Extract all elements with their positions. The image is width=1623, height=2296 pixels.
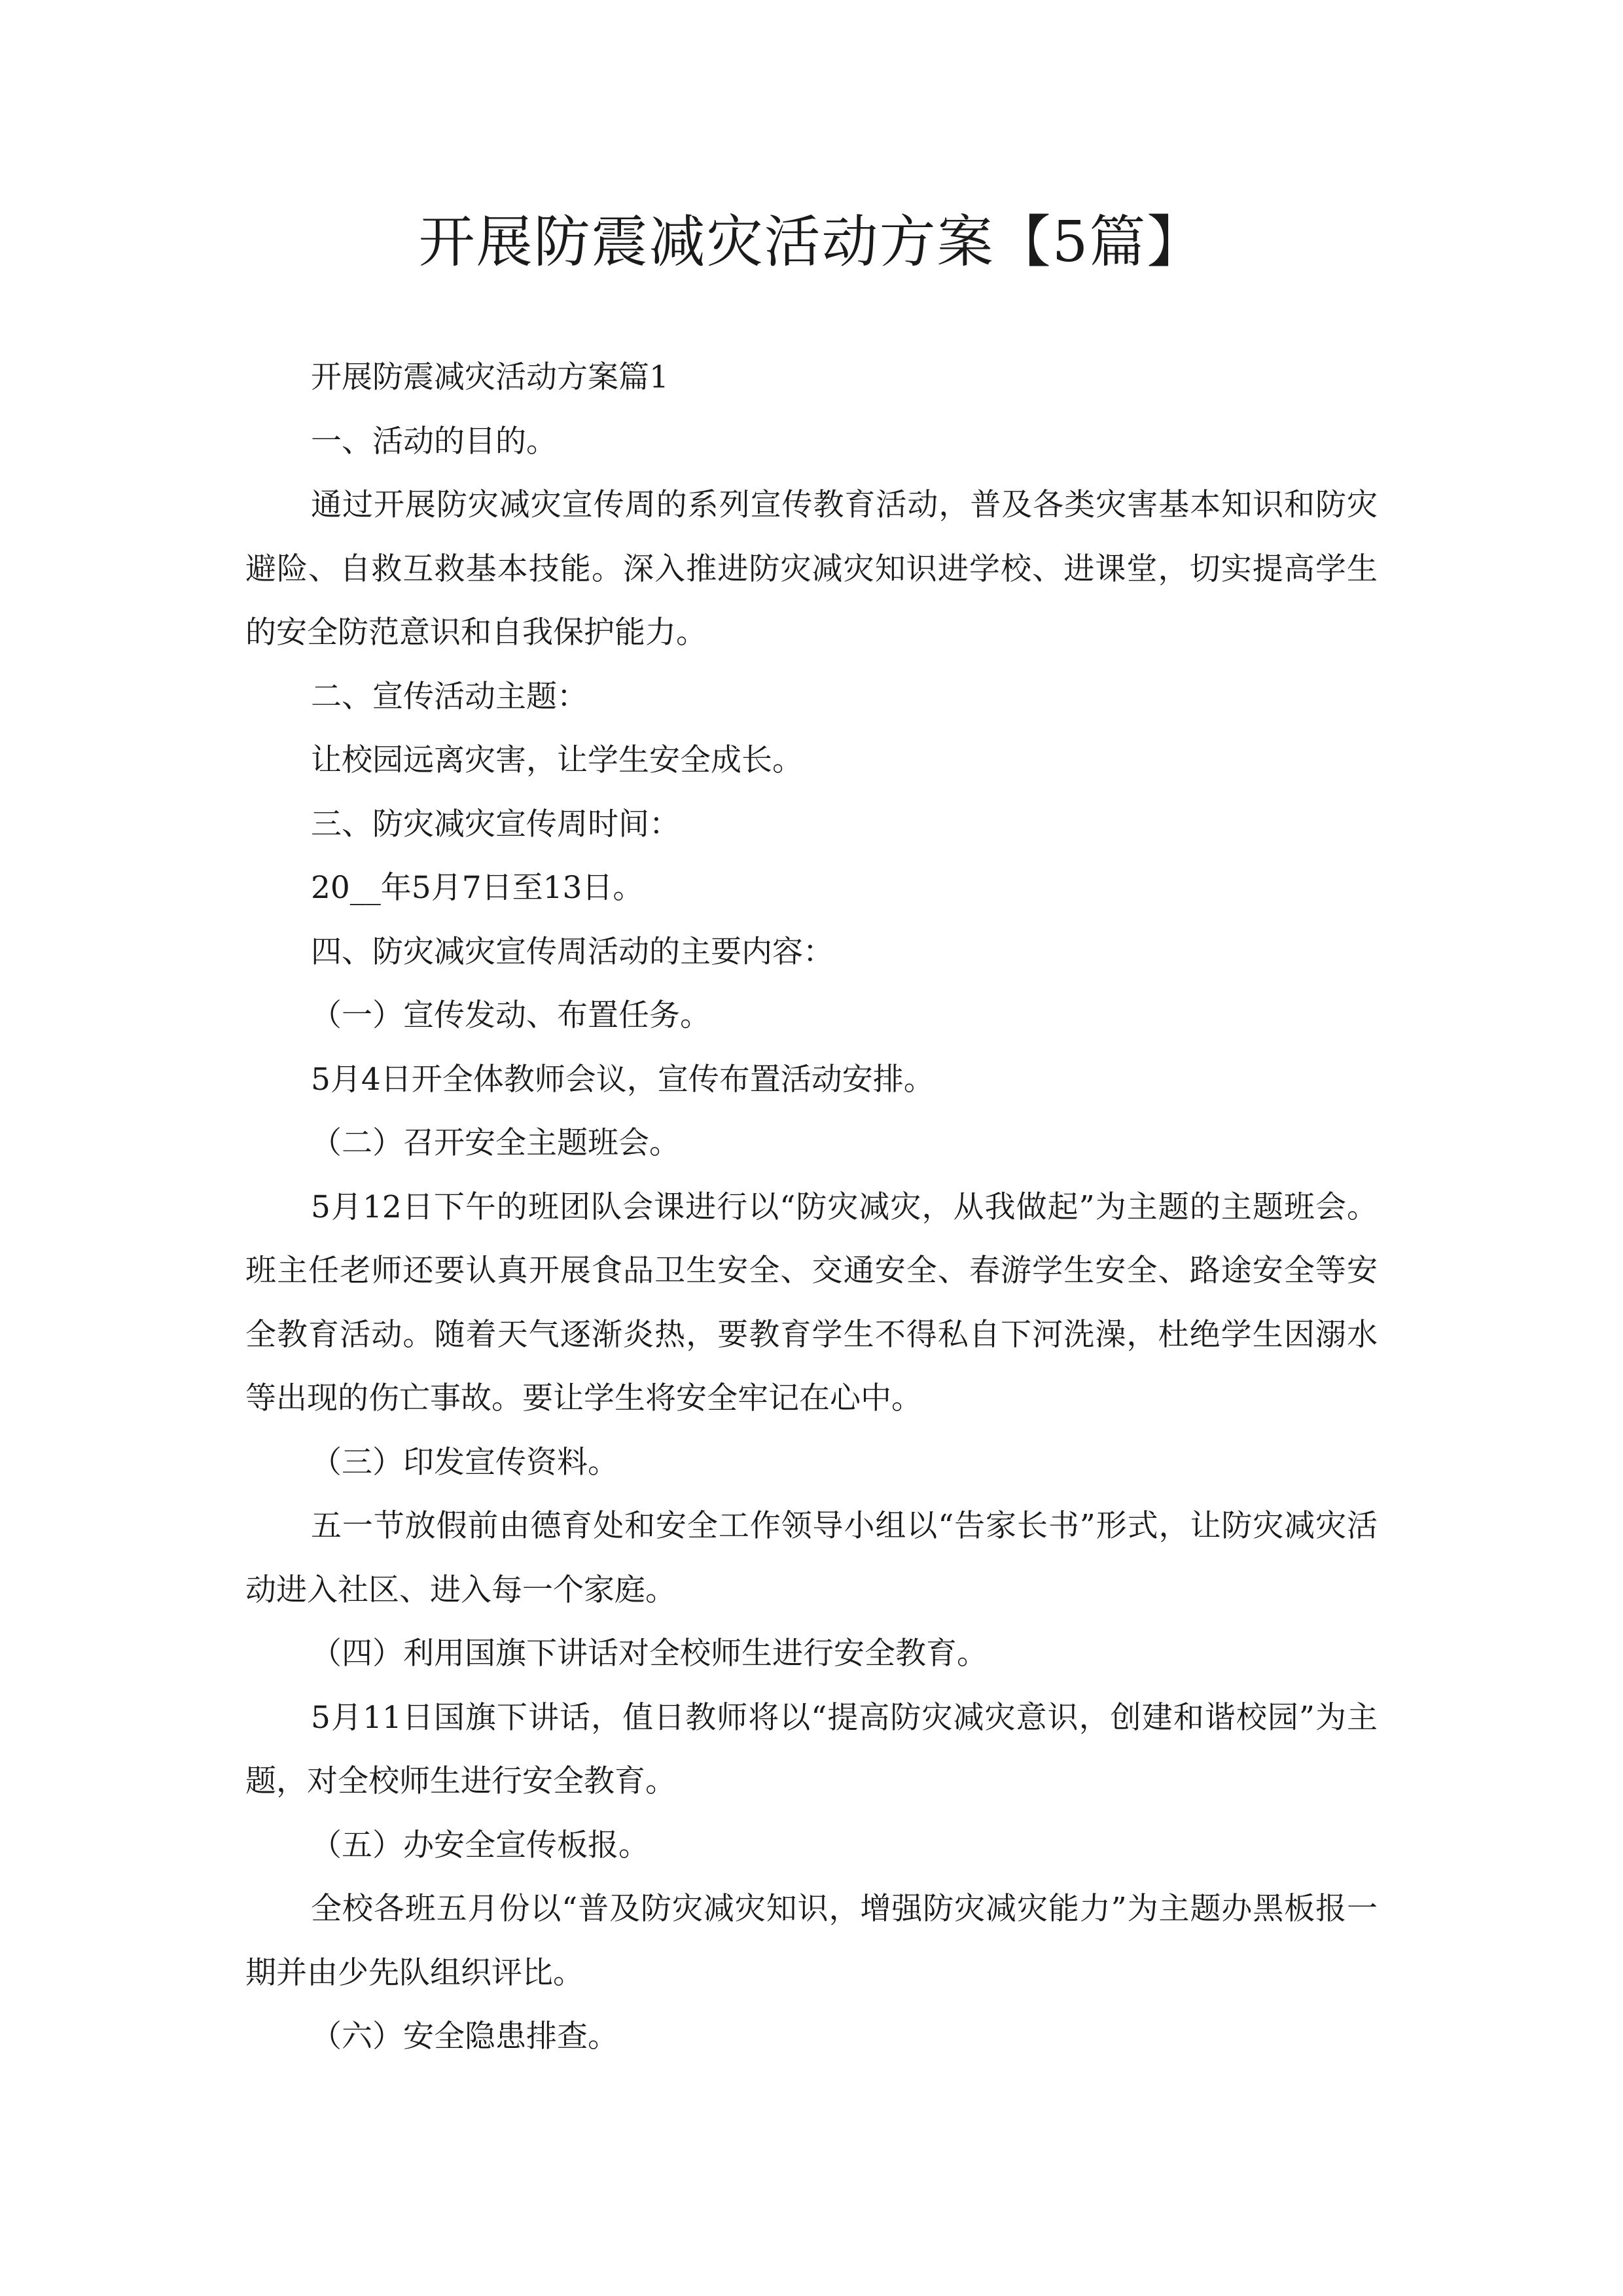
paragraph: 全校各班五月份以“普及防灾减灾知识，增强防灾减灾能力”为主题办黑板报一期并由少先队组织评比。	[245, 1891, 1378, 1991]
paragraph: 5月4日开全体教师会议，宣传布置活动安排。	[311, 1061, 935, 1098]
paragraph: 二、宣传活动主题：	[311, 678, 588, 715]
paragraph: 三、防灾减灾宣传周时间：	[311, 806, 680, 842]
paragraph: 通过开展防灾减灾宣传周的系列宣传教育活动，普及各类灾害基本知识和防灾避险、自救互救基本技能。深入推进防灾减灾知识进学校、进课堂，切实提高学生的安全防范意识和自我保护能力。	[245, 487, 1378, 651]
subheading: （二）召开安全主题班会。	[311, 1125, 680, 1161]
subheading: （三）印发宣传资料。	[311, 1444, 618, 1480]
paragraph: 五一节放假前由德育处和安全工作领导小组以“告家长书”形式，让防灾减灾活动进入社区、进入每一个家庭。	[245, 1508, 1378, 1608]
paragraph: 5月12日下午的班团队会课进行以“防灾减灾，从我做起”为主题的主题班会。班主任老师还要认真开展食品卫生安全、交通安全、春游学生安全、路途安全等安全教育活动。随着天气逐渐炎热，要教育学生不得私自下河洗澡，杜绝学生因溺水等出现的伤亡事故。要让学生将安全牢记在心中。	[245, 1189, 1378, 1416]
section-heading: 开展防震减灾活动方案篇1	[311, 359, 669, 395]
paragraph: 一、活动的目的。	[311, 423, 557, 459]
paragraph: 5月11日国旗下讲话，值日教师将以“提高防灾减灾意识，创建和谐校园”为主题，对全校师生进行安全教育。	[245, 1699, 1378, 1799]
document-title: 开展防震减灾活动方案【5篇】	[418, 209, 1205, 275]
paragraph: 20__年5月7日至13日。	[311, 870, 644, 906]
subheading: （一）宣传发动、布置任务。	[311, 997, 711, 1033]
paragraph: 让校园远离灾害，让学生安全成长。	[311, 742, 803, 778]
subheading: （六）安全隐患排查。	[311, 2018, 618, 2054]
subheading: （五）办安全宣传板报。	[311, 1827, 649, 1863]
document-body	[245, 346, 1378, 2069]
subheading: （四）利用国旗下讲话对全校师生进行安全教育。	[311, 1636, 988, 1672]
paragraph: 四、防灾减灾宣传周活动的主要内容：	[311, 933, 834, 970]
